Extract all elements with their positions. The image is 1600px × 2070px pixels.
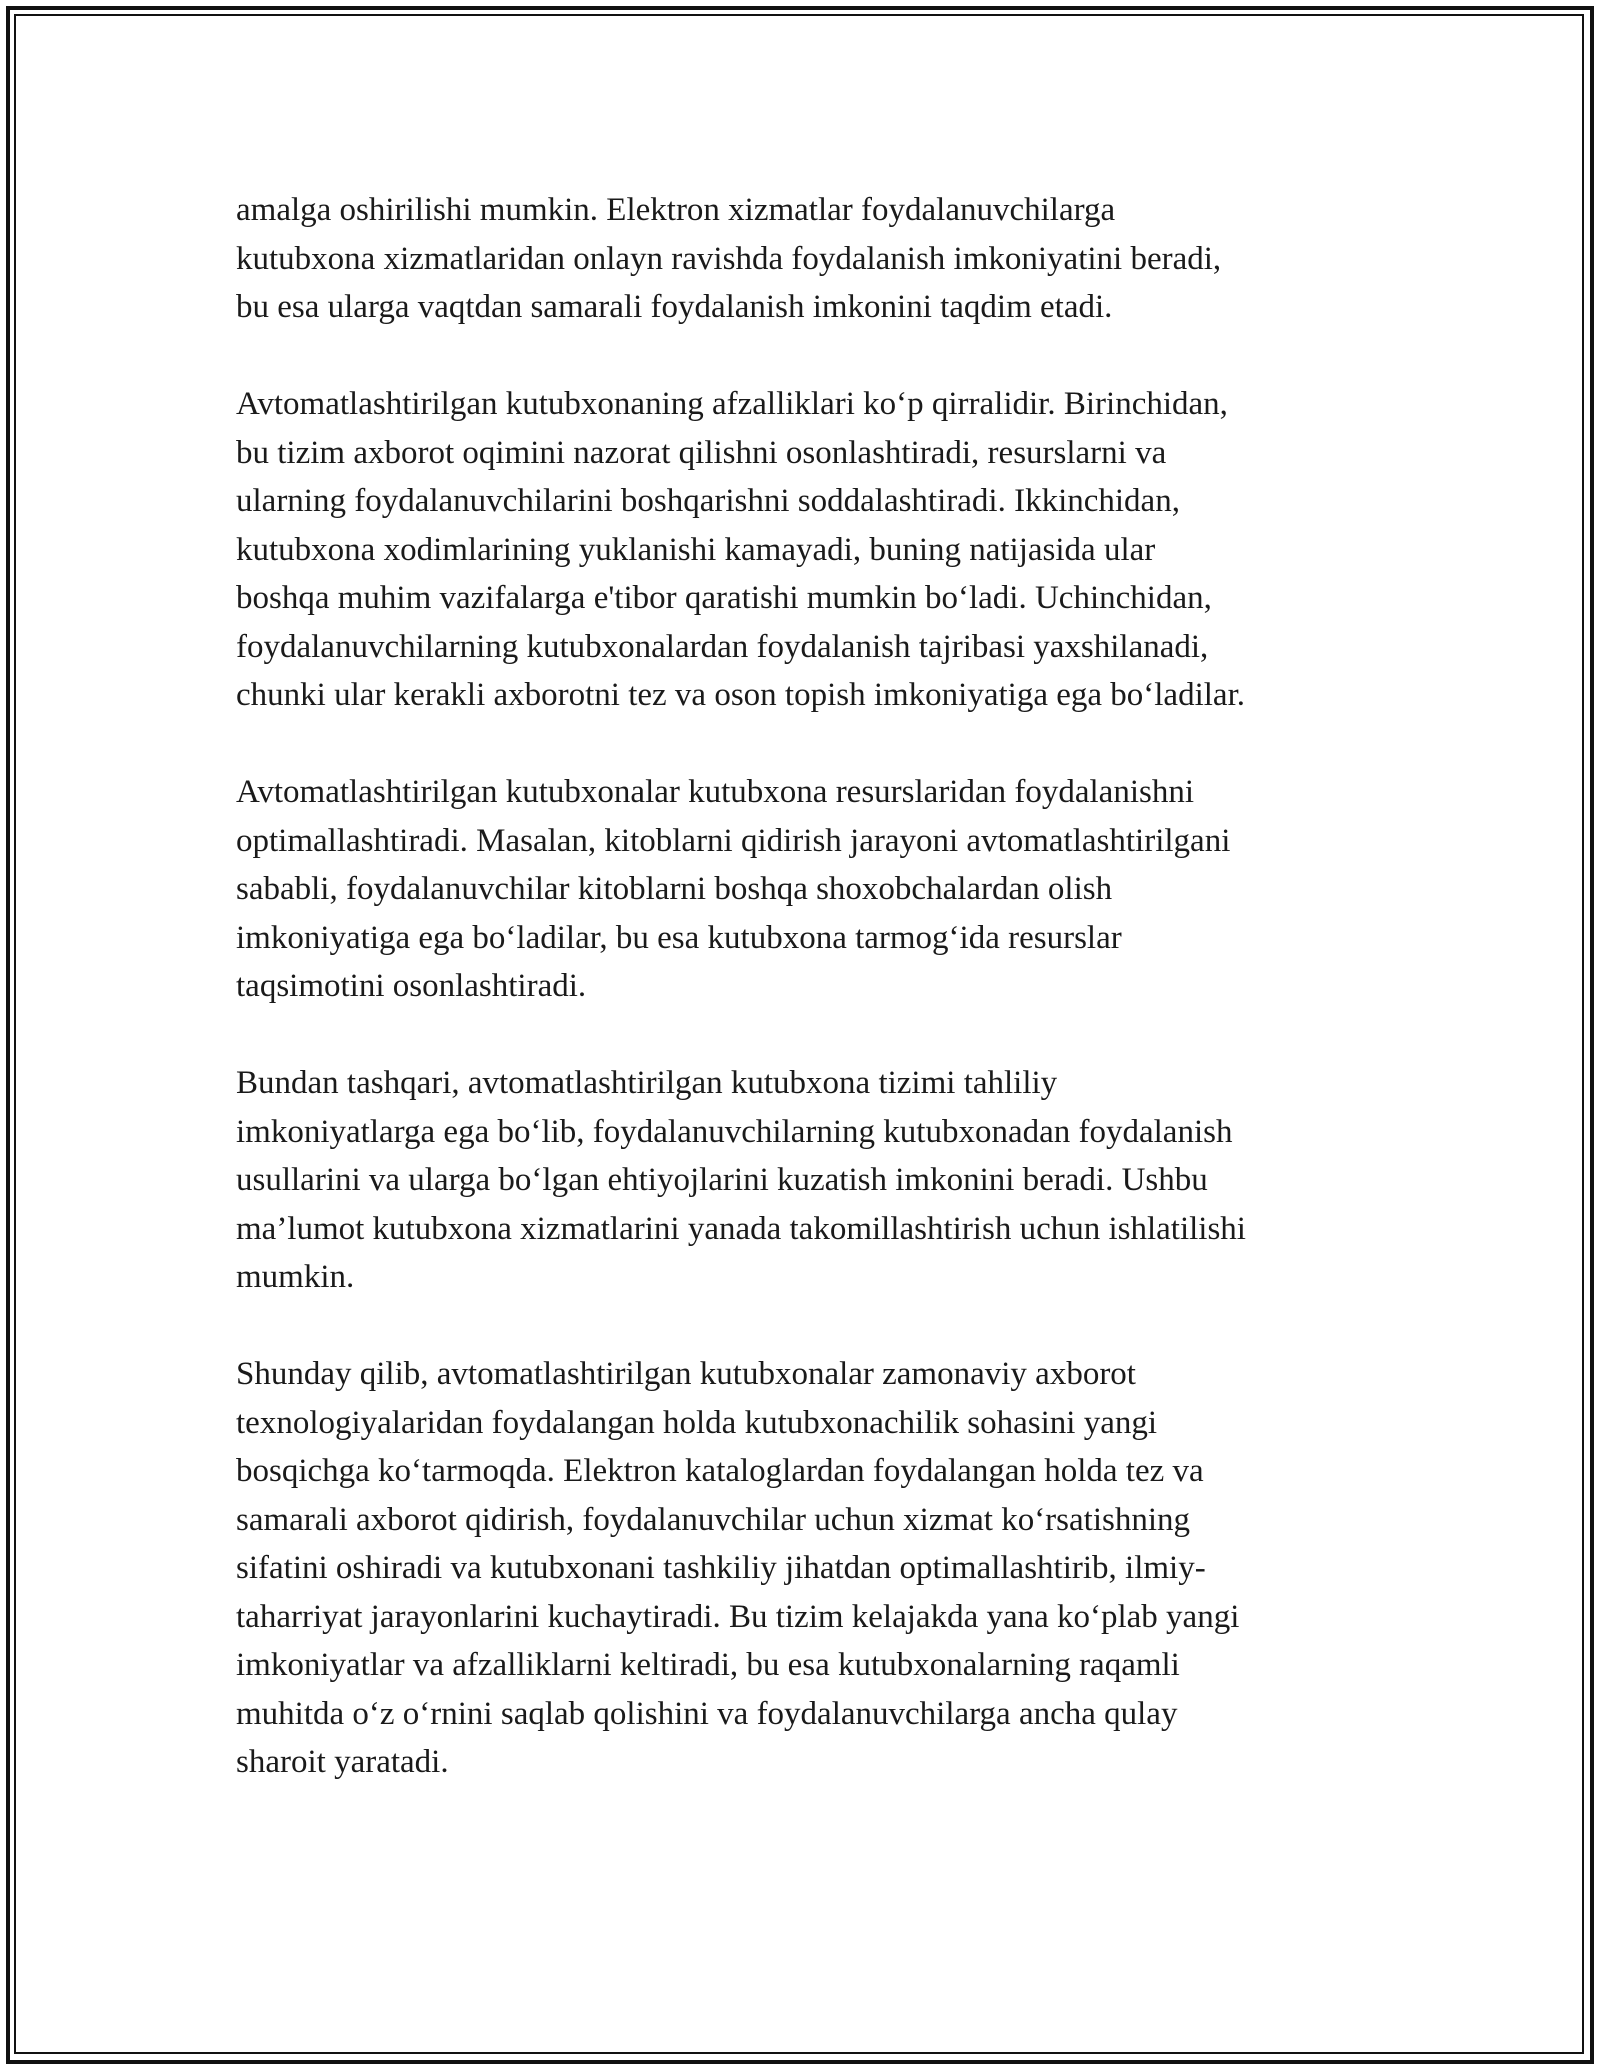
paragraph: Shunday qilib, avtomatlashtirilgan kutubxonalar zamonaviy axborot texnologiyalaridan foydalangan holda kutubxonachilik sohasini yangi bosqichga ko‘tarmoqda. Elektron kataloglardan foydalangan holda tez va samarali axborot qidirish, foydalanuvchilar uchun xizmat ko‘rsatishning sifatini oshiradi va kutubxonani tashkiliy jihatdan optimallashtirib, ilmiy- taharriyat jarayonlarini kuchaytiradi. Bu tizim kelajakda yana ko‘plab yangi imkoniyatlar va afzalliklarni keltiradi, bu esa kutubxonalarning raqamli muhitda o‘z o‘rnini saqlab qolishini va foydalanuvchilarga ancha qulay sharoit yaratadi. <box>236 1356 1240 1780</box>
paragraph: Avtomatlashtirilgan kutubxonalar kutubxona resurslaridan foydalanishni optimallashtiradi. Masalan, kitoblarni qidirish jarayoni avtomatlashtirilgani sababli, foydalanuvchilar kitoblarni boshqa shoxobchalardan olish imkoniyatiga ega bo‘ladilar, bu esa kutubxona tarmog‘ida resurslar taqsimotini osonlashtiradi. <box>236 774 1231 1004</box>
paragraph: amalga oshirilishi mumkin. Elektron xizmatlar foydalanuvchilarga kutubxona xizmatlaridan onlayn ravishda foydalanish imkoniyatini beradi, bu esa ularga vaqtdan samarali foydalanish imkonini taqdim etadi. <box>236 192 1222 325</box>
document-body <box>236 186 1366 1835</box>
paragraph: Bundan tashqari, avtomatlashtirilgan kutubxona tizimi tahliliy imkoniyatlarga ega bo‘lib, foydalanuvchilarning kutubxonadan foydalanish usullarini va ularga bo‘lgan ehtiyojlarini kuzatish imkonini beradi. Ushbu ma’lumot kutubxona xizmatlarini yanada takomillashtirish uchun ishlatilishi mumkin. <box>236 1065 1246 1295</box>
paragraph: Avtomatlashtirilgan kutubxonaning afzalliklari ko‘p qirralidir. Birinchidan, bu tizim axborot oqimini nazorat qilishni osonlashtiradi, resurslarni va ularning foydalanuvchilarini boshqarishni soddalashtiradi. Ikkinchidan, kutubxona xodimlarining yuklanishi kamayadi, buning natijasida ular boshqa muhim vazifalarga e'tibor qaratishi mumkin bo‘ladi. Uchinchidan, foydalanuvchilarning kutubxonalardan foydalanish tajribasi yaxshilanadi, chunki ular kerakli axborotni tez va oson topish imkoniyatiga ega bo‘ladilar. <box>236 386 1245 713</box>
